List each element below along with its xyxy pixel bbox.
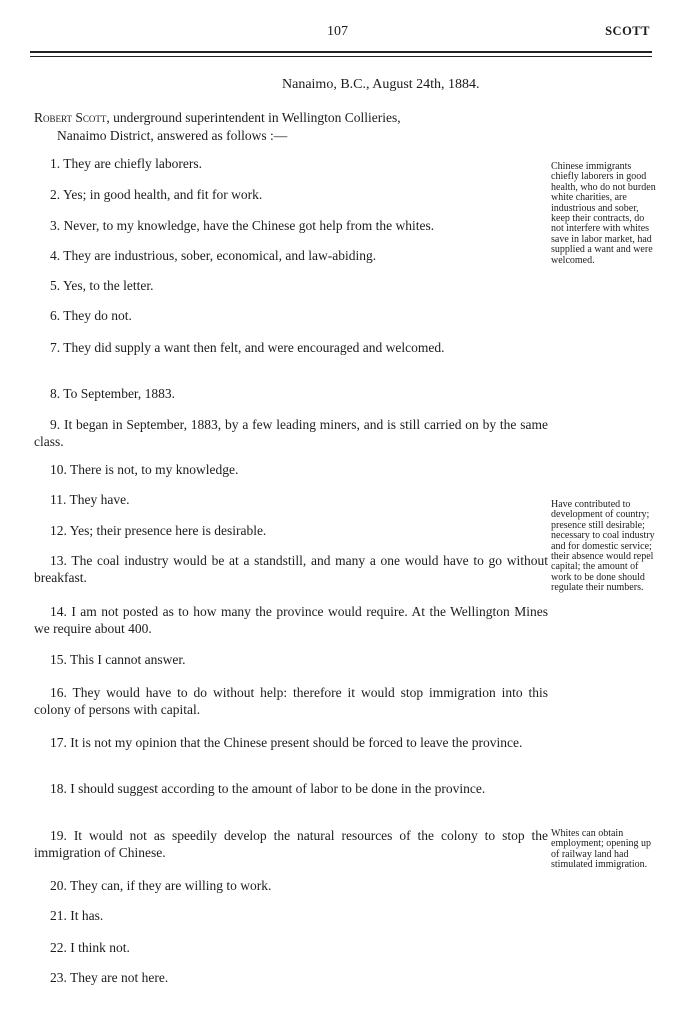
answer-8: 8. To September, 1883.	[50, 386, 176, 401]
answer-11: 11. They have.	[50, 492, 130, 507]
intro-paragraph	[34, 109, 546, 145]
answer-21: 21. It has.	[50, 908, 104, 923]
answer-23: 23. They are not here.	[50, 970, 169, 985]
answer-16: 16. They would have to do without help: therefore it would stop immigration into this colony of persons with capital.	[34, 685, 549, 717]
margin-note-1: Chinese immigrants chiefly laborers in good health, who do not burden white charities, are industrious and sober, keep their contracts, do not interfere with whites save in labor market, had supplied a want and were welcomed.	[551, 161, 656, 266]
answer-18: 18. I should suggest according to the amount of labor to be done in the province.	[50, 781, 486, 796]
page-number: 107	[327, 24, 348, 39]
answer-9: 9. It began in September, 1883, by a few leading miners, and is still carried on by the same class.	[34, 417, 548, 449]
answer-4: 4. They are industrious, sober, economical, and law-abiding.	[50, 248, 377, 263]
answer-12: 12. Yes; their presence here is desirable.	[50, 523, 267, 538]
answer-20: 20. They can, if they are willing to work.	[50, 878, 272, 893]
running-head: SCOTT	[605, 24, 650, 38]
answer-13: 13. The coal industry would be at a standstill, and many a one would have to go without breakfast.	[34, 553, 548, 585]
margin-note-2: Have contributed to development of country; presence still desirable; necessary to coal industry and for domestic service; their absence would repel capital; the amount of work to be done should regulate their numbers.	[551, 499, 655, 594]
intro-text-line1: , underground superintendent in Wellington Collieries,	[106, 110, 401, 125]
answer-22: 22. I think not.	[50, 940, 130, 955]
answer-3: 3. Never, to my knowledge, have the Chinese got help from the whites.	[50, 218, 435, 233]
answer-2: 2. Yes; in good health, and fit for work.	[50, 187, 263, 202]
answer-14: 14. I am not posted as to how many the province would require. At the Wellington Mines we require about 400.	[34, 604, 548, 636]
intro-text-line2: Nanaimo District, answered as follows :—	[57, 128, 288, 143]
answer-1: 1. They are chiefly laborers.	[50, 156, 202, 171]
header-rule-thin	[30, 56, 652, 57]
header-rule-thick	[30, 51, 652, 53]
answer-10: 10. There is not, to my knowledge.	[50, 462, 239, 477]
answer-5: 5. Yes, to the letter.	[50, 278, 154, 293]
answer-19: 19. It would not as speedily develop the natural resources of the colony to stop the immigration of Chinese.	[34, 828, 548, 860]
answer-17: 17. It is not my opinion that the Chinese present should be forced to leave the province.	[50, 735, 523, 750]
answer-6: 6. They do not.	[50, 308, 132, 323]
dateline: Nanaimo, B.C., August 24th, 1884.	[282, 77, 480, 92]
answer-7: 7. They did supply a want then felt, and were encouraged and welcomed.	[50, 340, 445, 355]
witness-name: Robert Scott	[34, 110, 107, 125]
margin-note-3: Whites can obtain employment; opening up of railway land had stimulated immigration.	[551, 828, 651, 871]
answer-15: 15. This I cannot answer.	[50, 652, 186, 667]
